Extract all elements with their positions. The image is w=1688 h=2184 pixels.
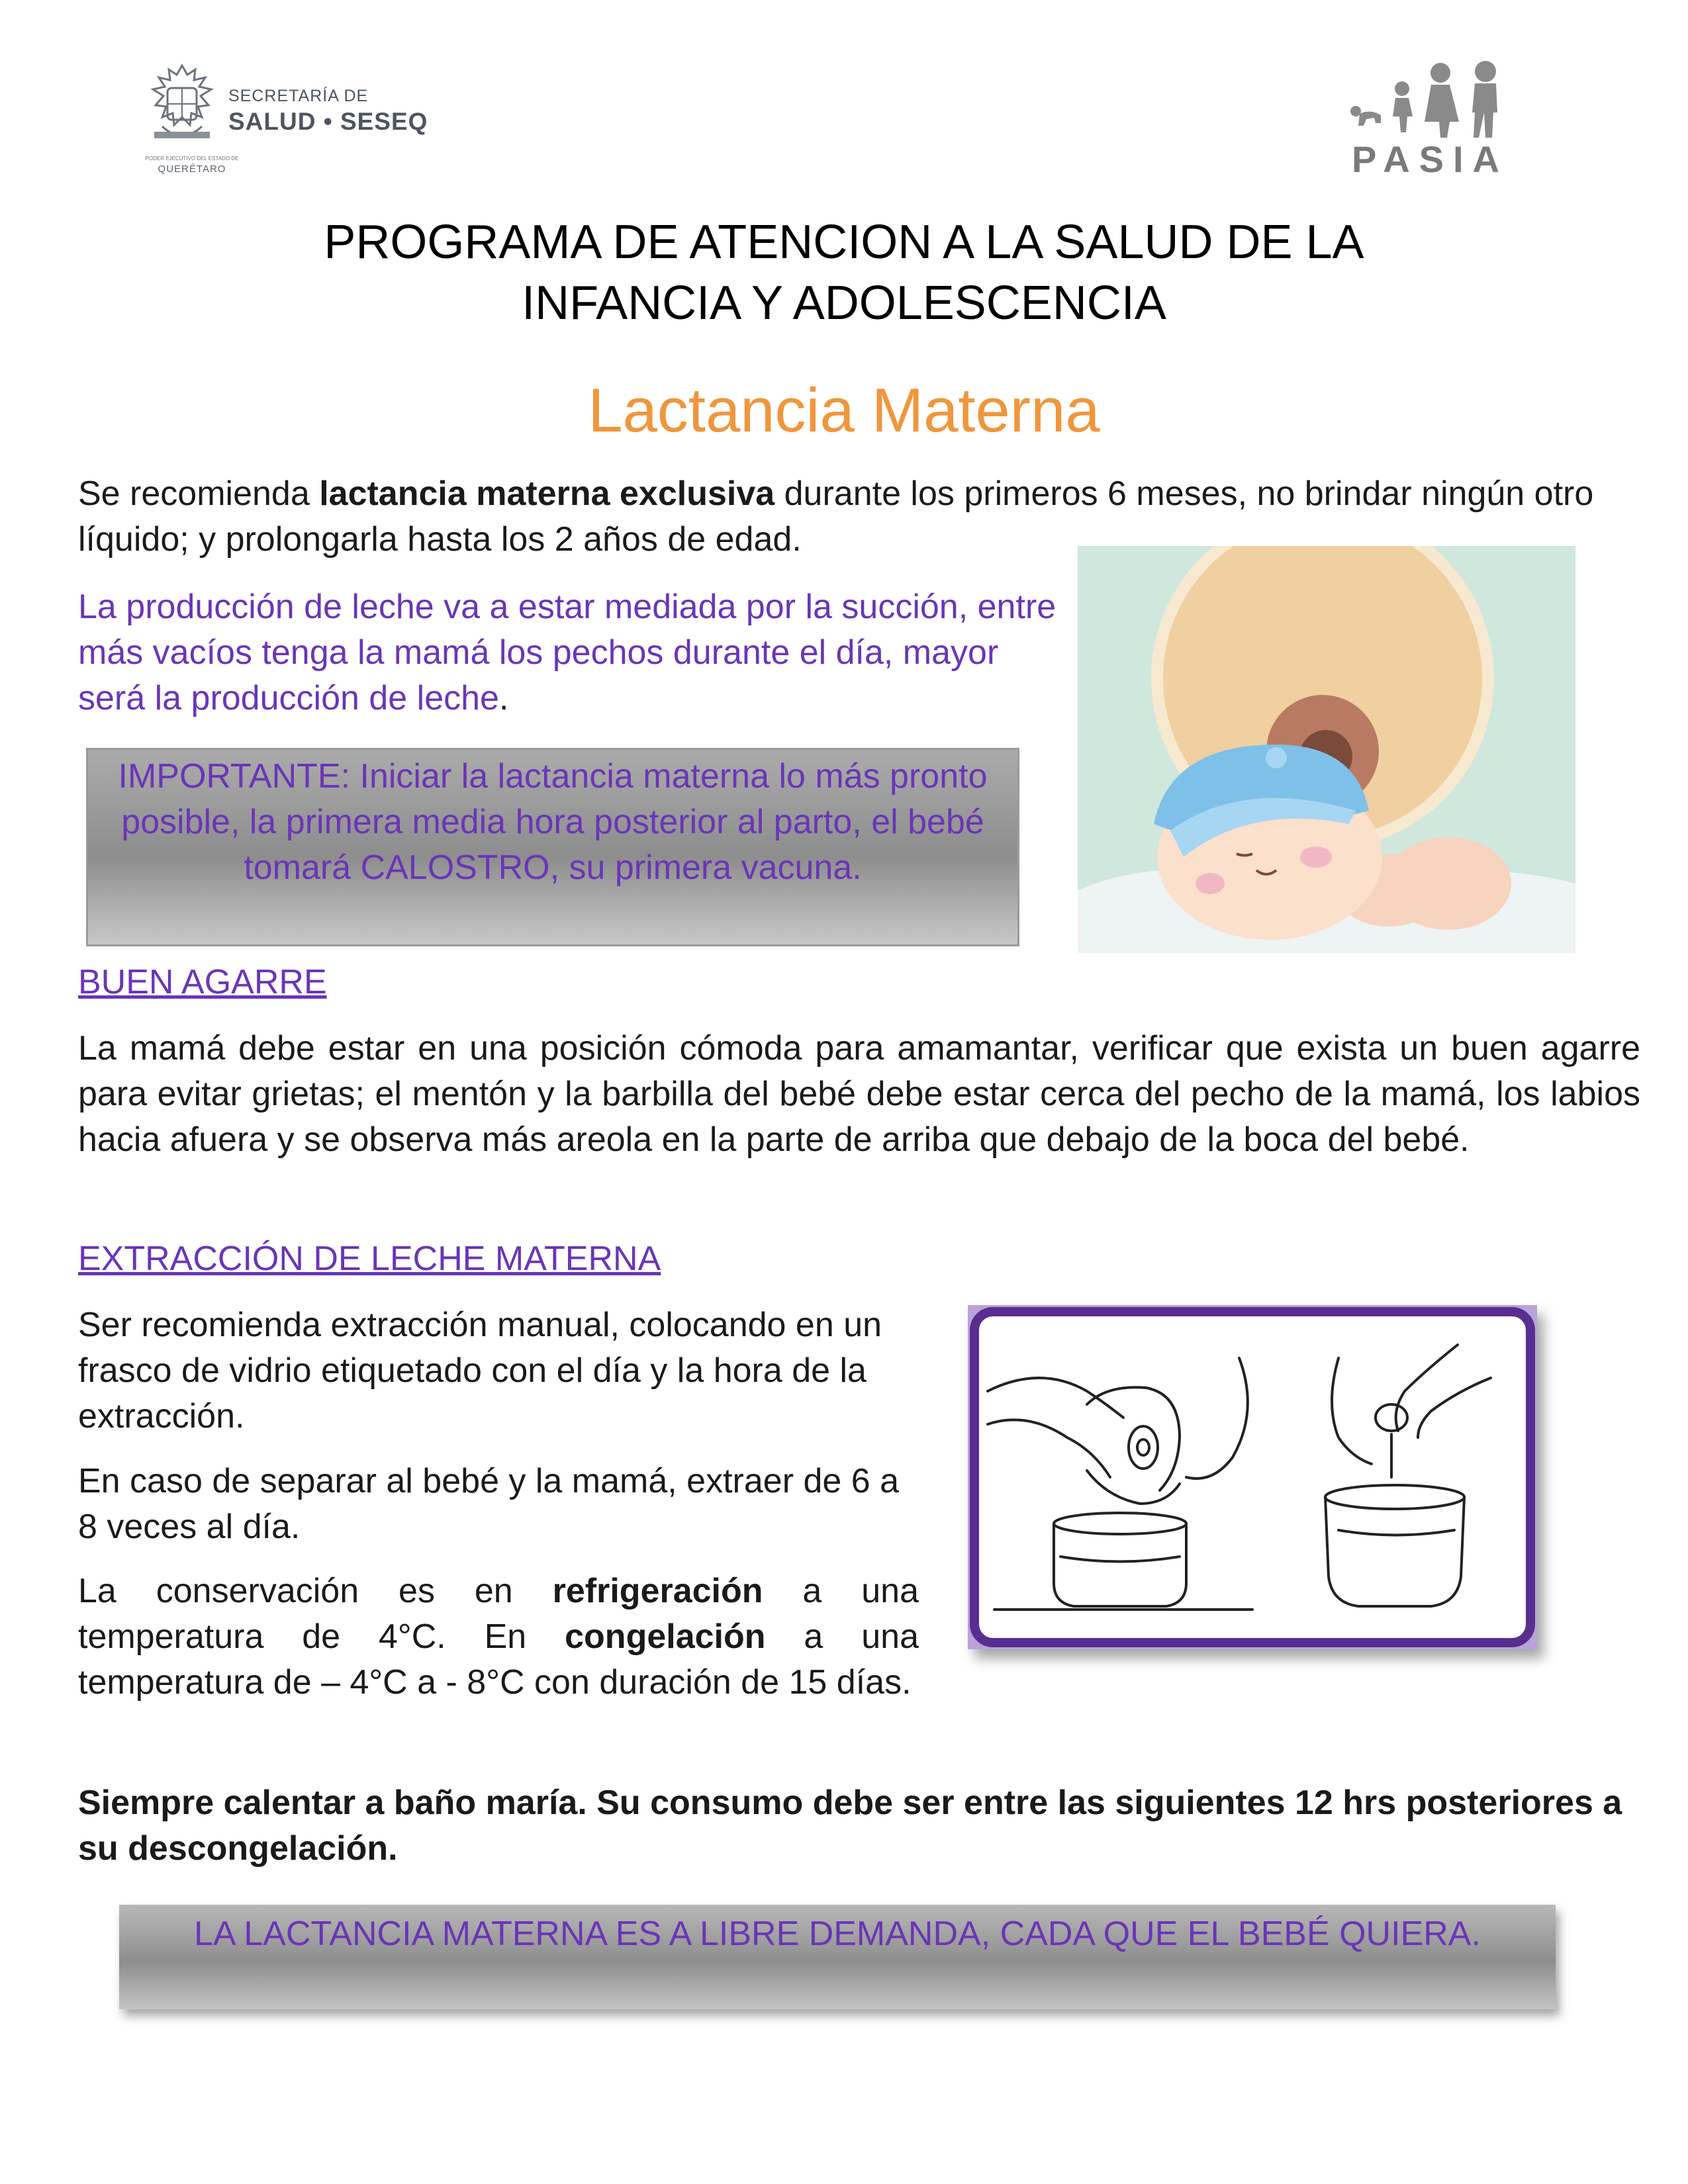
produccion-paragraph [78,584,1071,721]
buen-agarre-heading: BUEN AGARRE [78,963,327,1001]
extraccion-paragraph-1: Ser recomienda extracción manual, colocando en un frasco de vidrio etiquetado con el día y la hora de la extracción. [78,1306,882,1435]
importante-callout: IMPORTANTE: Iniciar la lactancia materna lo más pronto posible, la primera media hora posterior al parto, el bebé tomará CALOSTRO, su primera vacuna. [86,748,1019,946]
calentar-paragraph: Siempre calentar a baño maría. Su consumo debe ser entre las siguientes 12 hrs posteriores a su descongelación. [78,1784,1622,1868]
baby-nursing-icon [1078,546,1575,953]
conservacion-text-a: La conservación es en [78,1572,553,1610]
hand-expression-icon [968,1305,1537,1649]
produccion-period: . [498,679,509,717]
intro-text-bold: lactancia materna exclusiva [319,475,775,513]
secretaria-label: SECRETARÍA DE [228,87,369,105]
extraccion-paragraph-2: En caso de separar al bebé y la mamá, extraer de 6 a 8 veces al día. [78,1462,900,1546]
pasia-label: PASIA [1352,138,1509,180]
state-seal-icon [142,63,222,149]
buen-agarre-paragraph: La mamá debe estar en una posición cómoda para amamantar, verificar que exista un buen agarre para evitar grietas; el mentón y la barbilla del bebé debe estar cerca del pecho de la mamá, los labios hacia afuera y se observa más areola en la parte de arriba que debajo de la boca del bebé. [78,1029,1640,1159]
breastfeeding-baby-illustration [1078,546,1575,953]
salud-seseq-label: SALUD • SESEQ [228,108,428,135]
intro-text-before: Se recomienda [78,475,320,513]
libre-demanda-callout: LA LACTANCIA MATERNA ES A LIBRE DEMANDA, CADA QUE EL BEBÉ QUIERA. [119,1905,1556,2009]
manual-extraction-illustration [968,1305,1537,1649]
main-title: Lactancia Materna [588,375,1100,445]
pasia-logo [1344,60,1516,179]
family-figures-icon [1344,60,1516,139]
program-title [165,212,1523,334]
produccion-text: La producción de leche va a estar mediada por la succión, entre más vacíos tenga la mamá los pechos durante el día, mayor será la producción de leche [78,588,1056,717]
seseq-logo [142,63,447,175]
conservacion-paragraph [78,1569,919,1706]
program-title-line-2: INFANCIA Y ADOLESCENCIA [522,277,1166,330]
conservacion-text-b: a una temperatura de 4°C. En [78,1572,919,1656]
queretaro-label: QUERÉTARO [158,163,226,175]
intro-text-after: durante los primeros 6 meses, no brindar ningún otro líquido; y prolongarla hasta los 2 años de edad. [78,475,1594,559]
extraccion-heading: EXTRACCIÓN DE LECHE MATERNA [78,1240,661,1278]
congelacion-term: congelación [565,1617,766,1656]
conservacion-text-c: a una temperatura de – 4°C a - 8°C con duración de 15 días. [78,1617,919,1702]
program-title-line-1: PROGRAMA DE ATENCION A LA SALUD DE LA [324,216,1364,269]
refrigeracion-term: refrigeración [552,1572,763,1610]
poder-ejecutivo-label: PODER EJECUTIVO DEL ESTADO DE [145,156,239,161]
